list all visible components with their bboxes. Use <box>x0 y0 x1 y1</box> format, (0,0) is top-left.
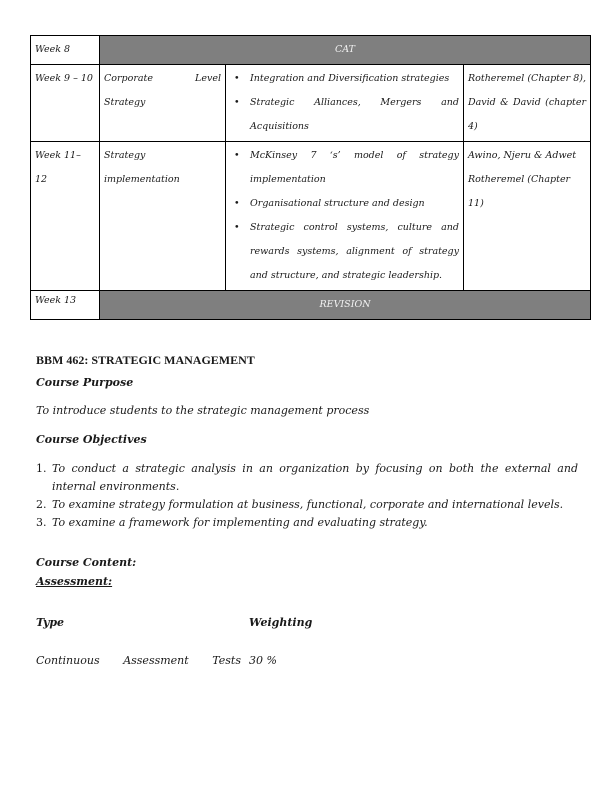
objective-text: To conduct a strategic analysis in an organization by focusing on both the external and internal environments. <box>52 462 578 493</box>
objective-number: 2. <box>36 498 47 511</box>
revision-banner: REVISION <box>100 291 591 320</box>
schedule-table <box>30 35 591 320</box>
objective-number: 3. <box>36 516 47 529</box>
assessment-col-weighting: Weighting <box>249 616 313 629</box>
objective-text: To examine a framework for implementing and evaluating strategy. <box>52 516 428 529</box>
subtopic-item: • Strategic Alliances, Mergers and Acquisitions <box>250 91 459 139</box>
content-heading: Course Content: <box>36 556 137 569</box>
schedule-row-week9-10 <box>31 65 591 142</box>
cat-banner: CAT <box>100 36 591 65</box>
week-cell: Week 13 <box>31 291 100 320</box>
subtopics-cell <box>226 65 464 142</box>
assessment-heading: Assessment: <box>36 575 113 588</box>
subtopic-item: • Organisational structure and design <box>250 192 459 216</box>
subtopic-item: • McKinsey 7 ‘s’ model of strategy implementation <box>250 144 459 192</box>
topic-cell: Strategy implementation <box>100 142 226 291</box>
topic-cell: Corporate Level Strategy <box>100 65 226 142</box>
objective-item <box>36 460 578 496</box>
assessment-weighting: 30 % <box>249 654 277 667</box>
schedule-row-week13 <box>31 291 591 320</box>
objectives-heading: Course Objectives <box>36 433 147 446</box>
references-cell <box>464 142 591 291</box>
references-cell: Rotheremel (Chapter 8), David & David (chapter 4) <box>464 65 591 142</box>
objectives-list <box>36 460 578 532</box>
schedule-row-week11-12 <box>31 142 591 291</box>
reference-line: Rotheremel (Chapter 11) <box>468 174 571 209</box>
assessment-type: Continuous Assessment Tests <box>36 654 241 667</box>
objective-text: To examine strategy formulation at business, functional, corporate and international levels. <box>52 498 564 511</box>
week-cell: Week 9 – 10 <box>31 65 100 142</box>
subtopics-cell <box>226 142 464 291</box>
objective-item <box>36 496 578 514</box>
week-cell: Week 8 <box>31 36 100 65</box>
week-cell: Week 11– 12 <box>31 142 100 291</box>
schedule-row-week8 <box>31 36 591 65</box>
objective-number: 1. <box>36 462 47 475</box>
purpose-heading: Course Purpose <box>36 376 134 389</box>
objective-item <box>36 514 578 532</box>
reference-line: Awino, Njeru & Adwet <box>468 150 577 161</box>
subtopic-item: • Strategic control systems, culture and rewards systems, alignment of strategy and structure, and strategic leadership. <box>250 216 459 288</box>
purpose-text: To introduce students to the strategic management process <box>36 404 370 417</box>
subtopic-item: • Integration and Diversification strategies <box>250 67 459 91</box>
assessment-col-type: Type <box>36 616 65 629</box>
course-title: BBM 462: STRATEGIC MANAGEMENT <box>36 353 255 367</box>
